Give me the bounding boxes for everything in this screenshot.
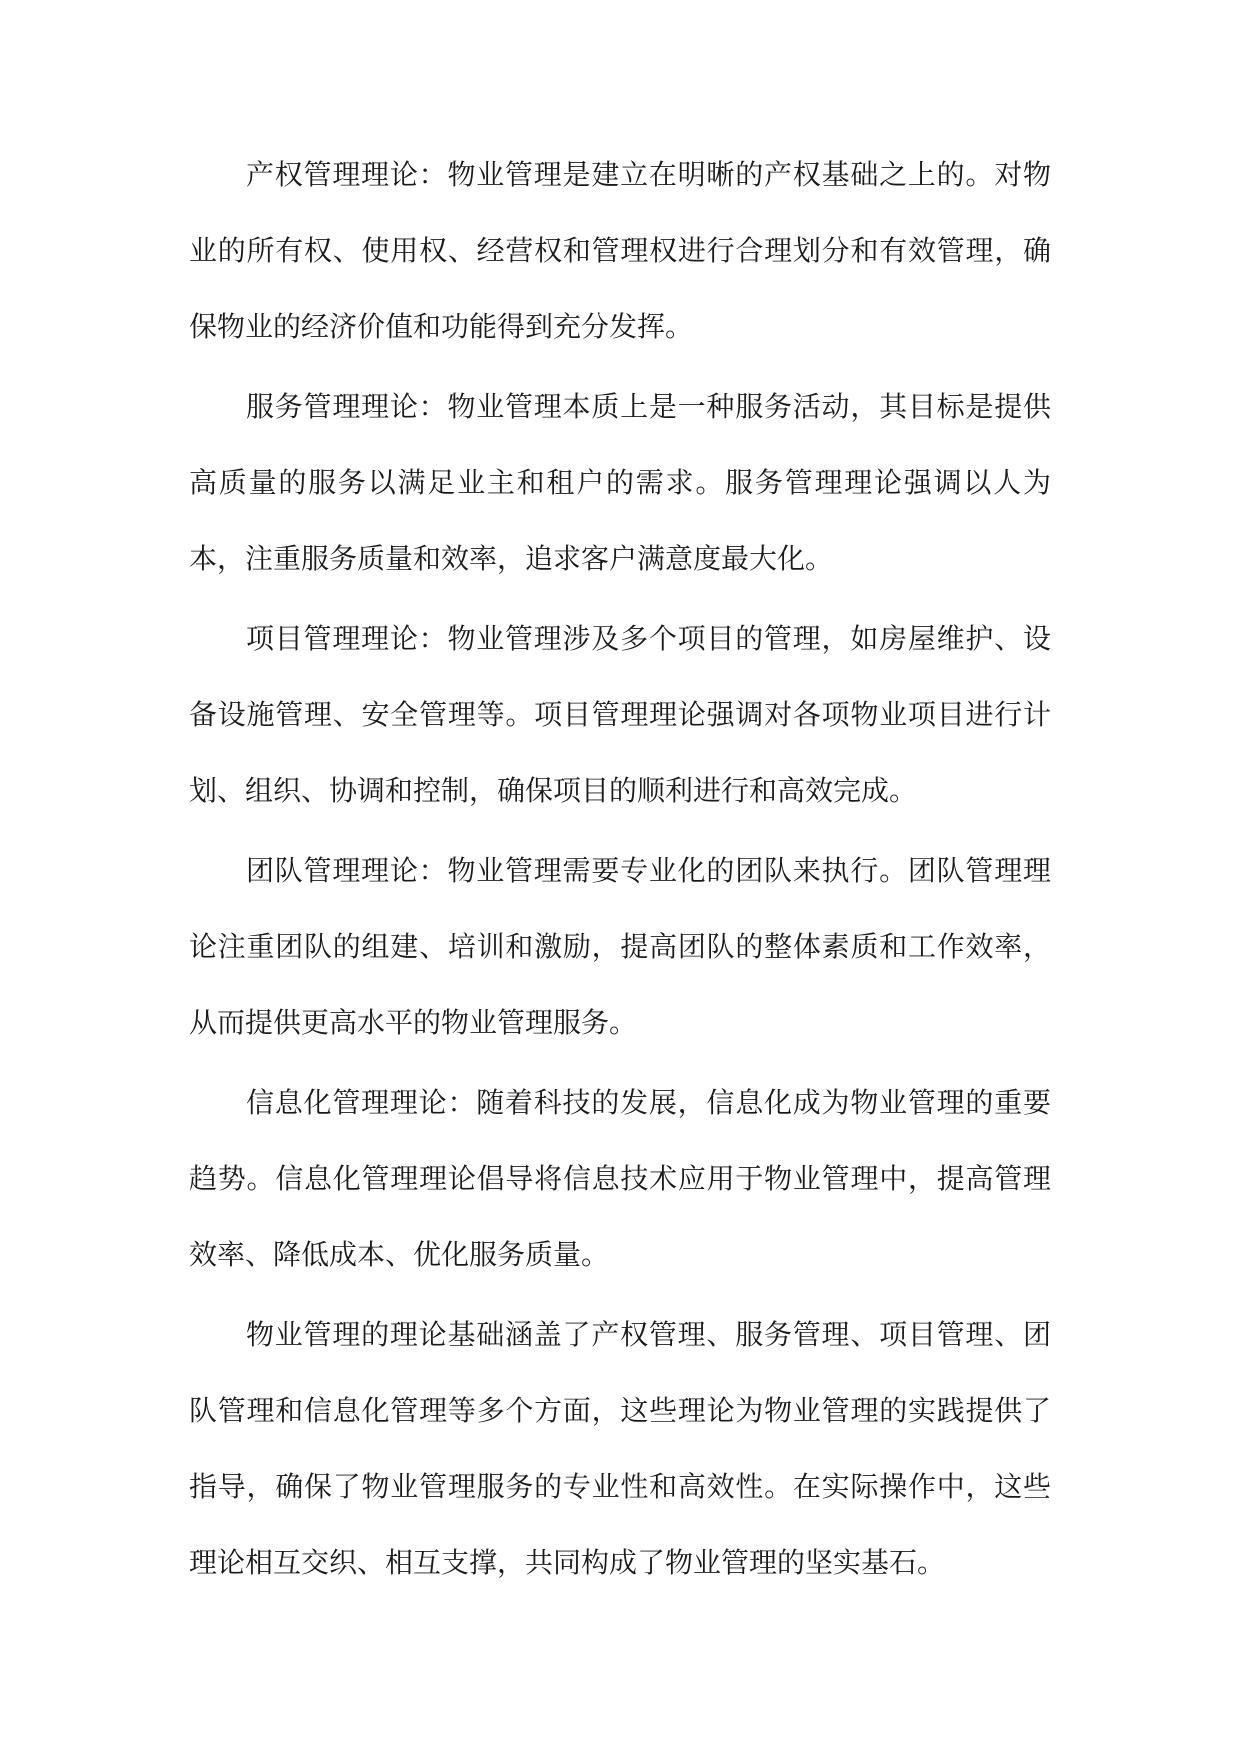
paragraph-team-management-theory: 团队管理理论：物业管理需要专业化的团队来执行。团队管理理论注重团队的组建、培训和激励，提高团队的整体素质和工作效率，从而提供更高水平的物业管理服务。 xyxy=(189,854,1051,1039)
paragraph-summary: 物业管理的理论基础涵盖了产权管理、服务管理、项目管理、团队管理和信息化管理等多个方面，这些理论为物业管理的实践提供了指导，确保了物业管理服务的专业性和高效性。在实际操作中，这些理论相互交织、相互支撑，共同构成了物业管理的坚实基石。 xyxy=(189,1318,1051,1579)
document-body xyxy=(189,137,1051,1605)
paragraph-project-management-theory: 项目管理理论：物业管理涉及多个项目的管理，如房屋维护、设备设施管理、安全管理等。项目管理理论强调对各项物业项目进行计划、组织、协调和控制，确保项目的顺利进行和高效完成。 xyxy=(189,622,1051,807)
paragraph-service-management-theory: 服务管理理论：物业管理本质上是一种服务活动，其目标是提供高质量的服务以满足业主和租户的需求。服务管理理论强调以人为本，注重服务质量和效率，追求客户满意度最大化。 xyxy=(189,390,1051,575)
paragraph-property-rights-theory: 产权管理理论：物业管理是建立在明晰的产权基础之上的。对物业的所有权、使用权、经营权和管理权进行合理划分和有效管理，确保物业的经济价值和功能得到充分发挥。 xyxy=(189,158,1051,343)
paragraph-information-management-theory: 信息化管理理论：随着科技的发展，信息化成为物业管理的重要趋势。信息化管理理论倡导将信息技术应用于物业管理中，提高管理效率、降低成本、优化服务质量。 xyxy=(189,1086,1051,1271)
